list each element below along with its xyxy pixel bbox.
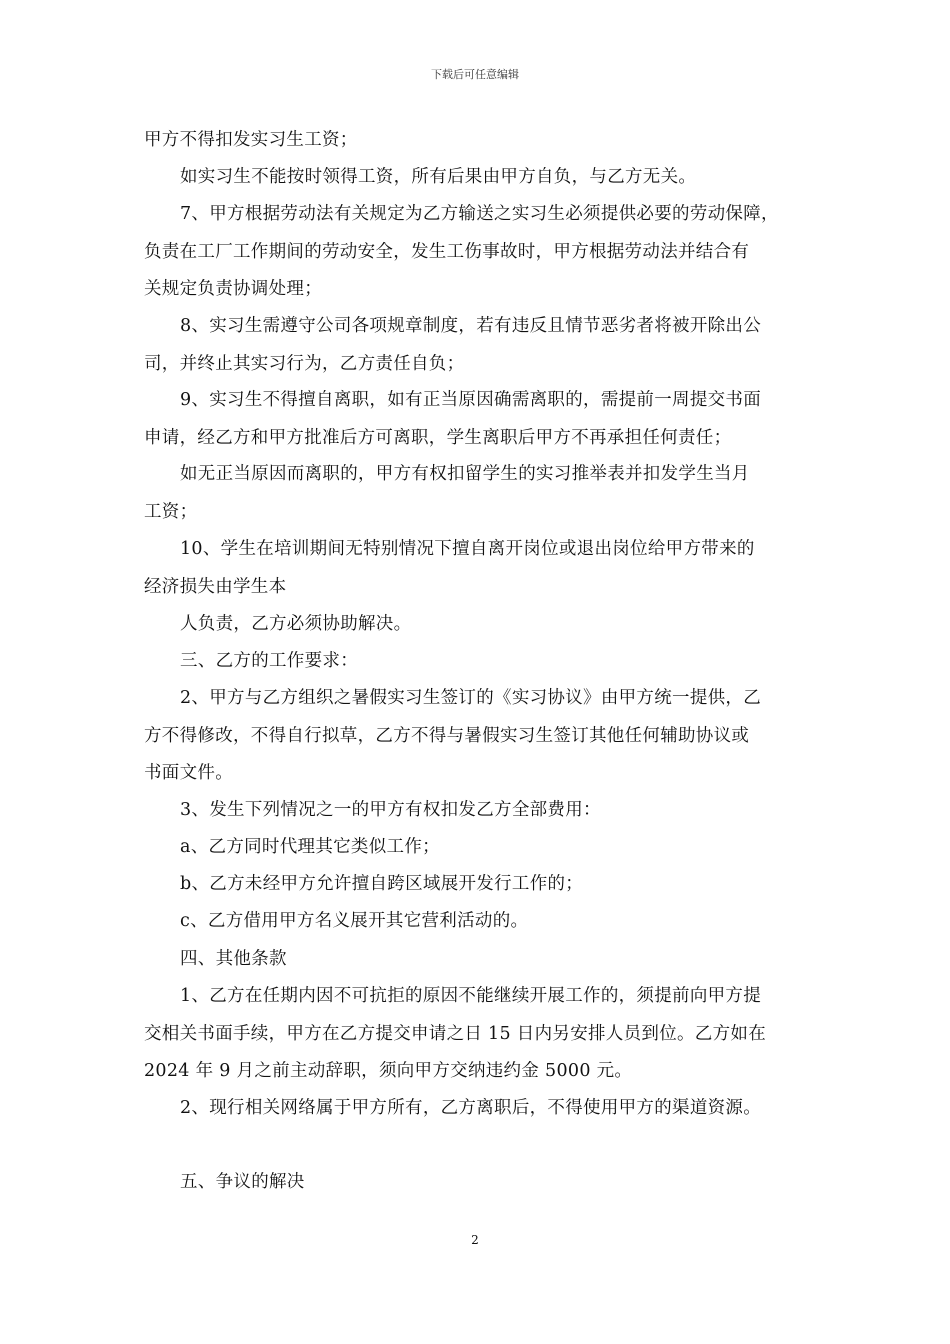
text-line: 司，并终止其实习行为，乙方责任自负； bbox=[144, 353, 465, 374]
page-header: 下载后可任意编辑 bbox=[431, 68, 519, 81]
text-line: 10、学生在培训期间无特别情况下擅自离开岗位或退出岗位给甲方带来的 bbox=[180, 539, 755, 559]
text-line: a、乙方同时代理其它类似工作； bbox=[180, 837, 440, 857]
text-line: 申请，经乙方和甲方批准后方可离职，学生离职后甲方不再承担任何责任； bbox=[144, 427, 732, 448]
text-line: 8、实习生需遵守公司各项规章制度，若有违反且情节恶劣者将被开除出公 bbox=[180, 316, 762, 336]
text-line: 2、现行相关网络属于甲方所有，乙方离职后，不得使用甲方的渠道资源。 bbox=[180, 1098, 762, 1118]
text-line: 9、实习生不得擅自离职，如有正当原因确需离职的，需提前一周提交书面 bbox=[180, 390, 762, 410]
requirement-2 bbox=[144, 680, 814, 793]
section-title: 五、争议的解决 bbox=[180, 1172, 305, 1192]
text-line: 2、甲方与乙方组织之暑假实习生签订的《实习协议》由甲方统一提供，乙 bbox=[180, 688, 762, 708]
other-clause-2 bbox=[144, 1090, 814, 1128]
clause-8 bbox=[144, 308, 814, 383]
item-c bbox=[144, 903, 814, 941]
clause-10 bbox=[144, 531, 814, 606]
item-b bbox=[144, 866, 814, 904]
text-line: 甲方不得扣发实习生工资； bbox=[144, 130, 358, 150]
text-line: 负责在工厂工作期间的劳动安全，发生工伤事故时，甲方根据劳动法并结合有 bbox=[144, 241, 750, 262]
page-number: 2 bbox=[471, 1233, 479, 1247]
item-a bbox=[144, 829, 814, 867]
text-line: 2024 年 9 月之前主动辞职，须向甲方交纳违约金 5000 元。 bbox=[144, 1061, 633, 1081]
section-heading-4 bbox=[144, 941, 814, 979]
text-line: 如无正当原因而离职的，甲方有权扣留学生的实习推举表并扣发学生当月 bbox=[180, 464, 750, 484]
text-line: c、乙方借用甲方名义展开其它营利活动的。 bbox=[180, 911, 529, 931]
paragraph-wage-deduction bbox=[144, 122, 814, 160]
text-line: 3、发生下列情况之一的甲方有权扣发乙方全部费用： bbox=[180, 800, 601, 820]
text-line: 工资； bbox=[144, 501, 198, 522]
paragraph-unjustified-leave bbox=[144, 456, 814, 531]
other-clause-1 bbox=[144, 978, 814, 1091]
text-line: 7、甲方根据劳动法有关规定为乙方输送之实习生必须提供必要的劳动保障， bbox=[180, 204, 779, 224]
paragraph-responsibility bbox=[144, 606, 814, 644]
requirement-3 bbox=[144, 792, 814, 830]
text-line: 交相关书面手续，甲方在乙方提交申请之日 15 日内另安排人员到位。乙方如在 bbox=[144, 1023, 766, 1044]
text-line: 关规定负责协调处理； bbox=[144, 279, 322, 299]
text-line: 如实习生不能按时领得工资，所有后果由甲方自负，与乙方无关。 bbox=[180, 167, 697, 187]
section-title: 四、其他条款 bbox=[180, 949, 287, 969]
section-heading-3 bbox=[144, 643, 814, 681]
text-line: 经济损失由学生本 bbox=[144, 576, 287, 597]
text-line: 人负责，乙方必须协助解决。 bbox=[180, 614, 412, 634]
text-line: 1、乙方在任期内因不可抗拒的原因不能继续开展工作的，须提前向甲方提 bbox=[180, 986, 762, 1006]
text-line: b、乙方未经甲方允许擅自跨区域展开发行工作的； bbox=[180, 874, 584, 894]
clause-7 bbox=[144, 196, 814, 309]
section-heading-5 bbox=[144, 1164, 814, 1202]
text-line: 书面文件。 bbox=[144, 763, 233, 783]
text-line: 方不得修改，不得自行拟草，乙方不得与暑假实习生签订其他任何辅助协议或 bbox=[144, 725, 750, 746]
section-title: 三、乙方的工作要求： bbox=[180, 651, 358, 671]
clause-9 bbox=[144, 382, 814, 457]
paragraph-wage-consequence bbox=[144, 159, 814, 197]
